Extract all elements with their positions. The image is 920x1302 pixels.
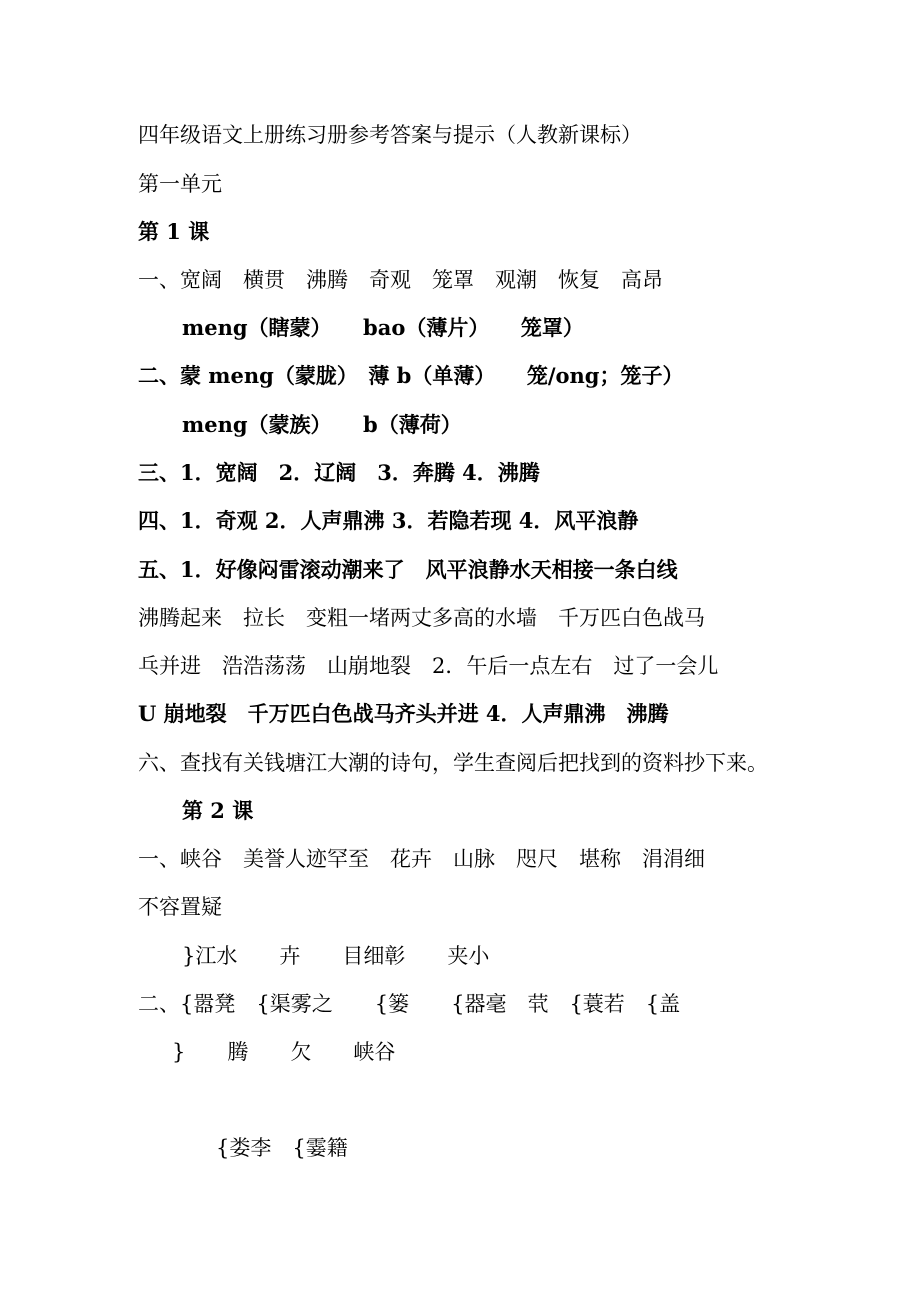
lesson-1-q3: 三、1．宽阔 2．辽阔 3．奔腾 4．沸腾	[138, 460, 540, 485]
lesson-1-q1-pinyin: meng（瞎蒙） bao（薄片） 笼罩）	[182, 315, 584, 340]
lesson-1-q6: 六、查找有关钱塘江大潮的诗句，学生查阅后把找到的资料抄下来。	[138, 751, 768, 775]
lesson-2-q1-line2: 不容置疑	[138, 895, 222, 919]
lesson-1-q5-line3: 乓并进 浩浩荡荡 山崩地裂 2．午后一点左右 过了一会儿	[138, 654, 719, 678]
lesson-1-q1-words: 一、宽阔 横贯 沸腾 奇观 笼罩 观潮 恢复 高昂	[138, 268, 663, 292]
lesson-1-q5-line2: 沸腾起来 拉长 变粗一堵两丈多高的水墙 千万匹白色战马	[138, 606, 705, 630]
lesson-2-q2-line2: } 腾 欠 峡谷	[172, 1040, 396, 1064]
lesson-1-q2-line2: meng（蒙族） b（薄荷）	[182, 412, 462, 437]
lesson-1-q5-line4: U 崩地裂 千万匹白色战马齐头并进 4．人声鼎沸 沸腾	[138, 701, 669, 726]
lesson-2-q2-line1: 二、{嚣凳 {渠雾之 {篓 {器毫 茕 {蓑若 {盖	[138, 992, 681, 1016]
lesson-2-q1-line1: 一、峡谷 美誉人迹罕至 花卉 山脉 咫尺 堪称 涓涓细	[138, 847, 705, 871]
lesson-1-q5-line1: 五、1．好像闷雷滚动潮来了 风平浪静水天相接一条白线	[138, 557, 678, 582]
lesson-1-q2-line1: 二、蒙 meng（蒙胧） 薄 b（单薄） 笼/ong；笼子）	[138, 363, 684, 388]
lesson-2-q2-line3: {娄李 {霎籍	[216, 1136, 348, 1160]
lesson-2-heading: 第 2 课	[182, 798, 254, 823]
document-title: 四年级语文上册练习册参考答案与提示（人教新课标）	[138, 123, 642, 147]
lesson-1-q4: 四、1．奇观 2．人声鼎沸 3．若隐若现 4．风平浪静	[138, 508, 639, 533]
lesson-1-heading: 第 1 课	[138, 219, 210, 244]
lesson-2-q1-line3: }江水 卉 目细彰 夹小	[182, 944, 490, 968]
unit-heading: 第一单元	[138, 172, 222, 196]
